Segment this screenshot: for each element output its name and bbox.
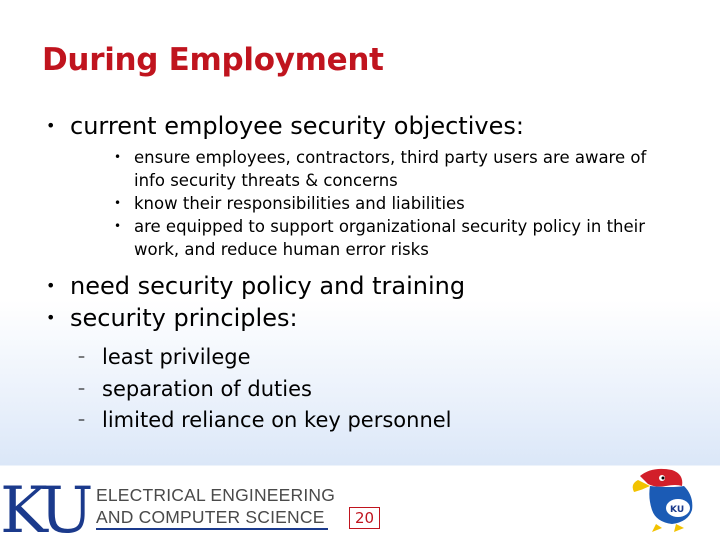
ku-logo [0, 476, 95, 538]
footer-divider [96, 528, 328, 530]
principles-list [78, 342, 452, 437]
page-number: 20 [349, 507, 380, 529]
objective-item: • know their responsibilities and liabilities [114, 192, 674, 215]
department-line-1: ELECTRICAL ENGINEERING [96, 485, 336, 505]
objectives-sub-list [114, 146, 674, 261]
principle-item: – least privilege [78, 342, 452, 374]
main-bullet-list-2 [46, 270, 465, 334]
bullet-policy-training: • need security policy and training [46, 270, 465, 302]
bullet-objectives: • current employee security objectives: [46, 110, 524, 142]
jayhawk-mascot-icon [632, 466, 708, 534]
ku-logo-text: KU [0, 476, 88, 538]
bullet-security-principles: • security principles: [46, 302, 465, 334]
department-name [96, 484, 335, 528]
mascot-badge-text: KU [670, 505, 685, 515]
principle-item: – limited reliance on key personnel [78, 405, 452, 437]
objective-item: • are equipped to support organizational security policy in their work, and reduce human error risks [114, 215, 674, 261]
slide-title: During Employment [42, 42, 384, 78]
principle-item: – separation of duties [78, 374, 452, 406]
department-line-2: AND COMPUTER SCIENCE [96, 507, 325, 527]
objective-item: • ensure employees, contractors, third party users are aware of info security threats & concerns [114, 146, 674, 192]
main-bullet-list [46, 110, 524, 142]
